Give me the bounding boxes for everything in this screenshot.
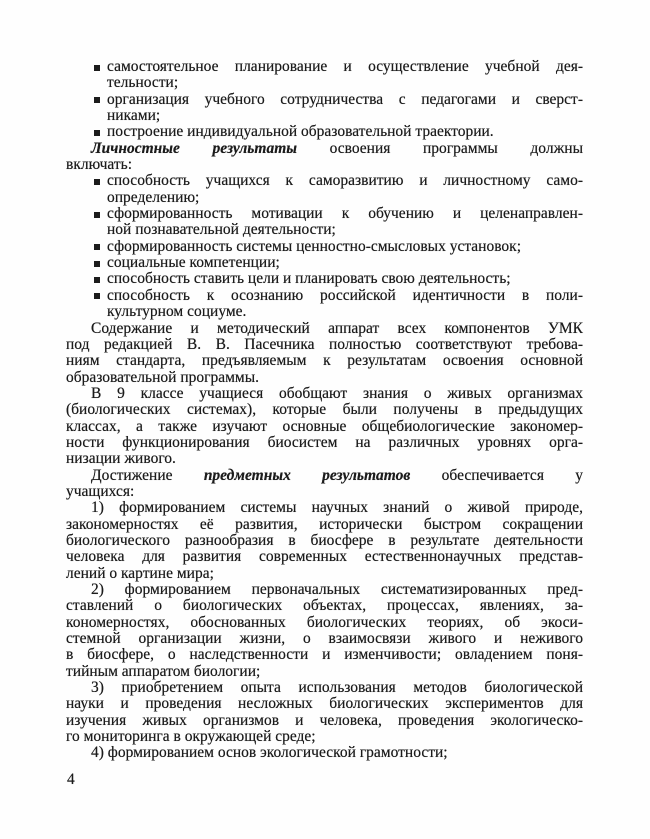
text-run: тельности; bbox=[107, 74, 179, 92]
paragraph bbox=[66, 386, 583, 468]
emphasis-text: Личностные результаты bbox=[91, 139, 298, 157]
text-run: го мониторинга в окружающей среде; bbox=[66, 728, 316, 746]
text-run: 4) формированием основ экологической грамотности; bbox=[91, 744, 448, 762]
text-run: тийным аппаратом биологии; bbox=[66, 662, 261, 680]
bullet-list-item bbox=[66, 92, 583, 125]
bullet-list-item bbox=[66, 288, 583, 321]
text-run: способность ставить цели и планировать свою деятельность; bbox=[107, 270, 511, 288]
paragraph bbox=[66, 680, 583, 745]
text-run: Содержание и методический аппарат всех компонентов УМК bbox=[91, 319, 583, 337]
text-run: изучения живых организмов и человека, проведения экологическо- bbox=[66, 711, 583, 729]
bullet-list-item bbox=[66, 239, 583, 255]
bullet-list bbox=[66, 173, 583, 320]
text-line bbox=[66, 484, 583, 500]
text-run: закономерностях её развития, исторически быстром сокращении bbox=[66, 515, 583, 533]
bullet-list-item bbox=[66, 271, 583, 287]
text-run: В 9 классе учащиеся обобщают знания о живых организмах bbox=[91, 384, 583, 402]
text-run: обеспечивается у bbox=[410, 466, 583, 484]
page-content bbox=[66, 59, 583, 762]
text-run: культурном социуме. bbox=[107, 303, 247, 321]
bullet-list-item bbox=[66, 59, 583, 92]
text-run: 2) формированием первоначальных систематизированных пред- bbox=[91, 581, 583, 598]
paragraph bbox=[66, 468, 583, 501]
text-run: классах, а также изучают основные общебиологические закономер- bbox=[66, 417, 583, 435]
text-run: (биологических системах), которые были получены в предыдущих bbox=[66, 401, 583, 419]
text-run: сформированность системы ценностно-смысловых установок; bbox=[107, 237, 522, 255]
text-run: лений о картине мира; bbox=[66, 564, 214, 582]
text-run: биологического разнообразия в биосфере в результате деятельности bbox=[66, 531, 583, 549]
text-line bbox=[107, 75, 583, 91]
bullet-list-item bbox=[66, 173, 583, 206]
bullet-list-item bbox=[66, 255, 583, 271]
bullet-square-icon bbox=[94, 65, 100, 71]
text-run: ной познавательной деятельности; bbox=[107, 221, 336, 239]
bullet-square-icon bbox=[94, 244, 100, 250]
text-line bbox=[66, 745, 583, 761]
text-line bbox=[107, 206, 583, 222]
text-run: способность учащихся к саморазвитию и личностному само- bbox=[107, 172, 583, 190]
text-line bbox=[66, 582, 583, 598]
text-line bbox=[66, 647, 583, 663]
text-run: сформированность мотивации к обучению и целенаправлен- bbox=[107, 205, 583, 223]
text-line bbox=[66, 500, 583, 516]
text-run: социальные компетенции; bbox=[107, 254, 280, 272]
text-line bbox=[107, 59, 583, 75]
text-line bbox=[66, 631, 583, 647]
text-line bbox=[66, 141, 583, 157]
text-run: освоения программы должны bbox=[297, 139, 583, 157]
text-line bbox=[107, 271, 583, 287]
text-line bbox=[107, 288, 583, 304]
text-line bbox=[66, 713, 583, 729]
text-line bbox=[66, 664, 583, 680]
bullet-square-icon bbox=[94, 212, 100, 218]
text-run: кономерностях, обоснованных биологических теориях, об экоси- bbox=[66, 613, 583, 631]
text-run: никами; bbox=[107, 107, 161, 125]
text-line bbox=[66, 386, 583, 402]
bullet-list-item bbox=[66, 206, 583, 239]
text-line bbox=[107, 255, 583, 271]
text-run: Достижение bbox=[91, 466, 204, 484]
text-line bbox=[66, 549, 583, 565]
text-line bbox=[107, 92, 583, 108]
text-run: 3) приобретением опыта использования методов биологической bbox=[91, 679, 583, 697]
text-line bbox=[66, 451, 583, 467]
text-run: ниям стандарта, предъявляемым к результатам освоения основной bbox=[66, 352, 583, 370]
bullet-list-item bbox=[66, 124, 583, 140]
text-line bbox=[66, 680, 583, 696]
text-run: стемной организации жизни, о взаимосвязи живого и неживого bbox=[66, 630, 583, 648]
text-line bbox=[107, 124, 583, 140]
text-run: ности функционирования биосистем на различных уровнях орга- bbox=[66, 433, 583, 451]
text-line bbox=[66, 353, 583, 369]
paragraph bbox=[66, 582, 583, 680]
text-run: включать: bbox=[66, 156, 132, 174]
text-line bbox=[107, 190, 583, 206]
bullet-square-icon bbox=[94, 97, 100, 103]
text-line bbox=[107, 222, 583, 238]
paragraph bbox=[66, 141, 583, 174]
text-line bbox=[107, 239, 583, 255]
text-line bbox=[66, 468, 583, 484]
text-line bbox=[66, 696, 583, 712]
bullet-square-icon bbox=[94, 277, 100, 283]
text-run: 1) формированием системы научных знаний о живой природе, bbox=[91, 499, 583, 517]
paragraph bbox=[66, 500, 583, 582]
text-run: построение индивидуальной образовательной траектории. bbox=[107, 123, 494, 141]
text-run: организация учебного сотрудничества с педагогами и сверст- bbox=[107, 90, 583, 108]
text-run: ставлений о биологических объектах, процессах, явлениях, за- bbox=[66, 597, 583, 615]
text-run: образовательной программы. bbox=[66, 368, 260, 386]
paragraph bbox=[66, 321, 583, 386]
text-line bbox=[66, 402, 583, 418]
text-line bbox=[107, 173, 583, 189]
text-run: низации живого. bbox=[66, 450, 176, 468]
text-run: способность к осознанию российской идентичности в поли- bbox=[107, 286, 583, 304]
bullet-square-icon bbox=[94, 179, 100, 185]
text-line bbox=[66, 435, 583, 451]
text-line bbox=[66, 370, 583, 386]
text-line bbox=[66, 615, 583, 631]
text-line bbox=[66, 598, 583, 614]
text-run: учащихся: bbox=[66, 482, 135, 500]
text-line bbox=[66, 321, 583, 337]
text-line bbox=[66, 517, 583, 533]
emphasis-text: предметных результатов bbox=[203, 466, 411, 484]
text-run: самостоятельное планирование и осуществление учебной дея- bbox=[107, 58, 583, 75]
text-run: под редакцией В. В. Пасечника полностью соответствуют требова- bbox=[66, 335, 583, 353]
bullet-square-icon bbox=[94, 293, 100, 299]
bullet-list bbox=[66, 59, 583, 141]
text-line bbox=[66, 419, 583, 435]
bullet-square-icon bbox=[94, 261, 100, 267]
text-line bbox=[66, 337, 583, 353]
text-line bbox=[66, 533, 583, 549]
paragraph bbox=[66, 745, 583, 761]
text-line bbox=[107, 108, 583, 124]
text-run: науки и проведения несложных биологических экспериментов для bbox=[66, 695, 583, 713]
text-line bbox=[66, 566, 583, 582]
text-line bbox=[107, 304, 583, 320]
text-line bbox=[66, 729, 583, 745]
bullet-square-icon bbox=[94, 130, 100, 136]
text-line bbox=[66, 157, 583, 173]
page-number: 4 bbox=[67, 771, 75, 788]
text-run: определению; bbox=[107, 188, 200, 206]
text-run: в биосфере, о наследственности и изменчивости; овладением поня- bbox=[66, 646, 583, 664]
text-run: человека для развития современных естественнонаучных представ- bbox=[66, 548, 583, 566]
